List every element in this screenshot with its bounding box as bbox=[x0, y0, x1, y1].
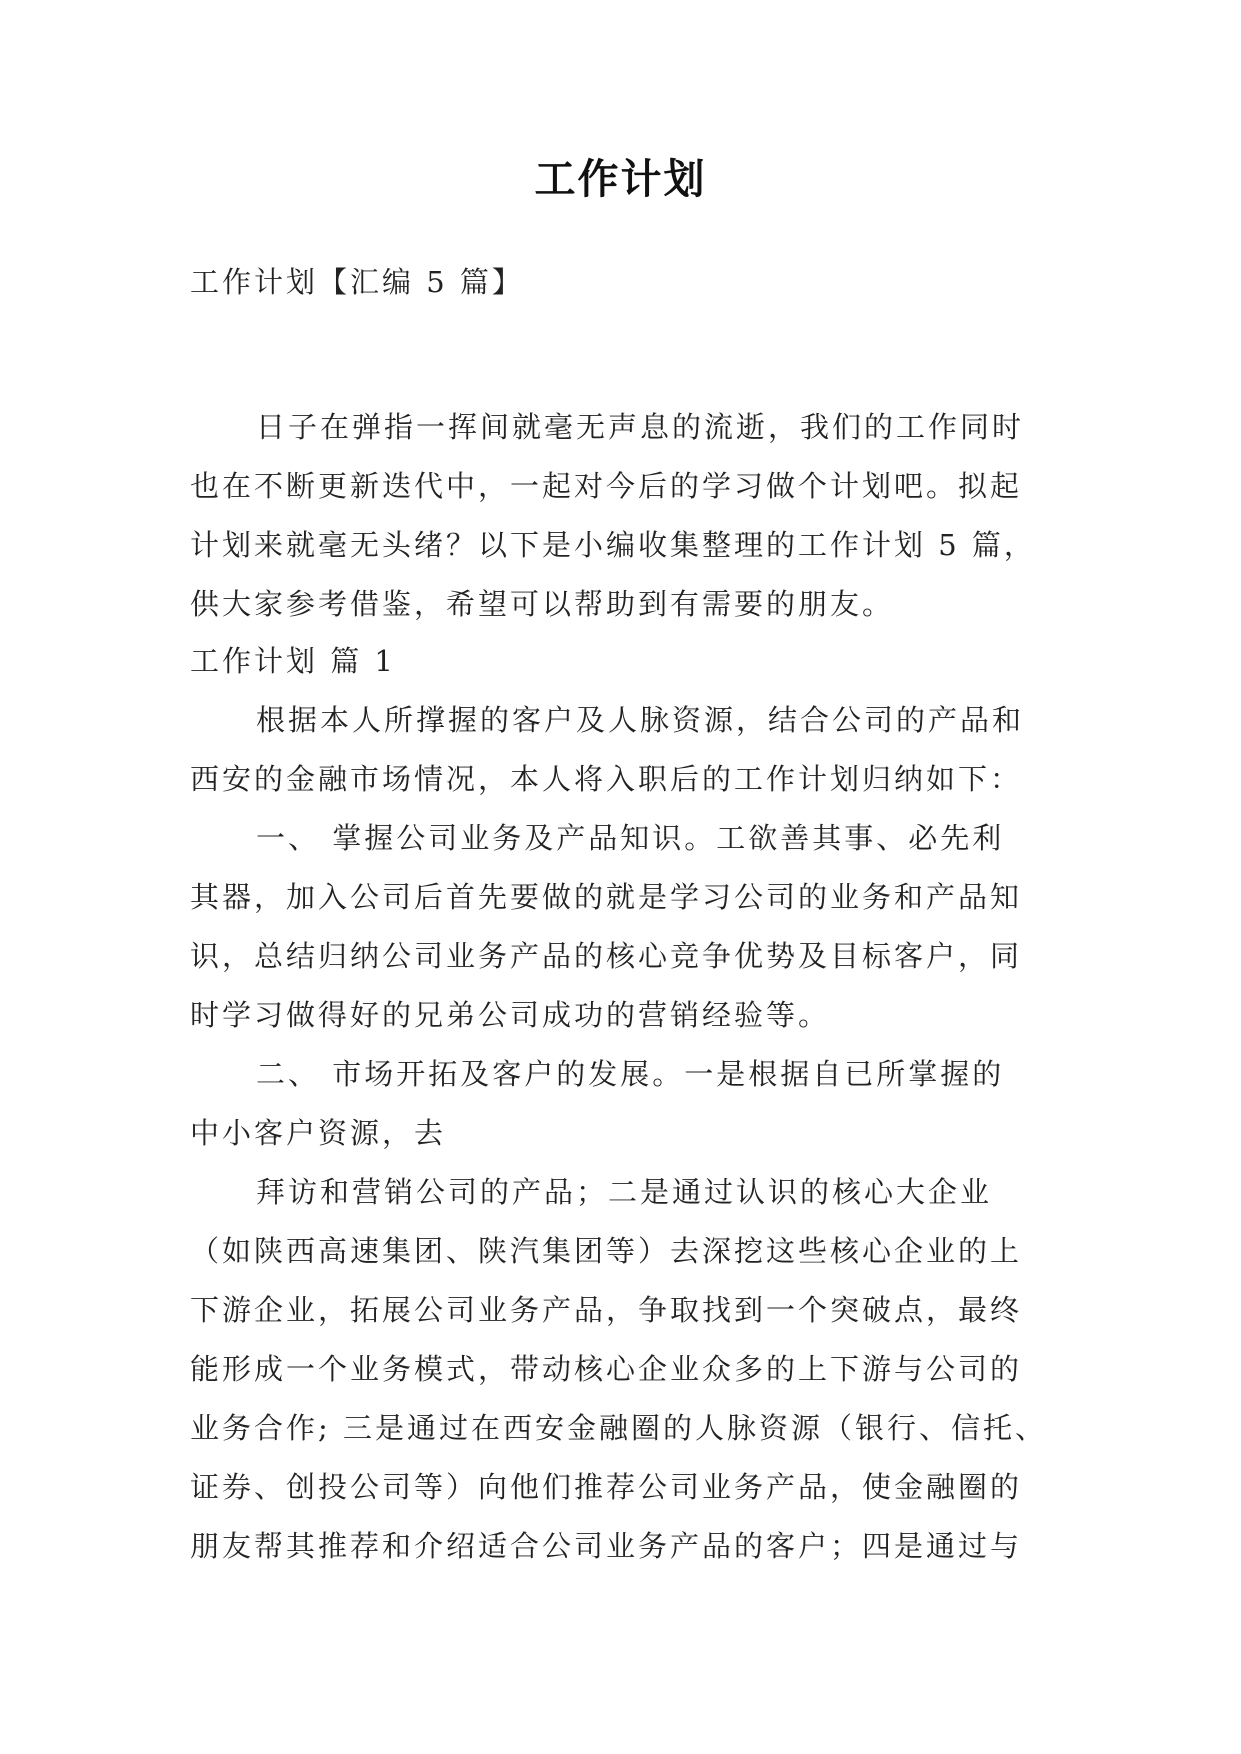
paragraph-line: 西安的金融市场情况，本人将入职后的工作计划归纳如下： bbox=[190, 762, 1023, 796]
document-title: 工作计划 bbox=[534, 155, 707, 203]
paragraph-line: 朋友帮其推荐和介绍适合公司业务产品的客户；四是通过与 bbox=[190, 1529, 1023, 1563]
paragraph-line: 识，总结归纳公司业务产品的核心竞争优势及目标客户，同 bbox=[190, 939, 1023, 973]
paragraph-line: 时学习做得好的兄弟公司成功的营销经验等。 bbox=[190, 998, 831, 1032]
section-heading: 工作计划 篇 1 bbox=[190, 644, 396, 678]
paragraph-line: （如陕西高速集团、陕汽集团等）去深挖这些核心企业的上 bbox=[190, 1234, 1023, 1268]
paragraph-line: 能形成一个业务模式，带动核心企业众多的上下游与公司的 bbox=[190, 1352, 1023, 1386]
paragraph-line: 证券、创投公司等）向他们推荐公司业务产品，使金融圈的 bbox=[190, 1470, 1023, 1504]
paragraph-line: 根据本人所撑握的客户及人脉资源，结合公司的产品和 bbox=[256, 703, 1025, 737]
paragraph-line: 下游企业，拓展公司业务产品，争取找到一个突破点，最终 bbox=[190, 1293, 1023, 1327]
paragraph-line: 计划来就毫无头绪？以下是小编收集整理的工作计划 5 篇， bbox=[190, 528, 1036, 562]
paragraph-line: 也在不断更新迭代中，一起对今后的学习做个计划吧。拟起 bbox=[190, 469, 1023, 503]
paragraph-line: 一、 掌握公司业务及产品知识。工欲善其事、必先利 bbox=[256, 821, 1005, 855]
paragraph-line: 二、 市场开拓及客户的发展。一是根据自已所掌握的 bbox=[256, 1057, 1005, 1091]
paragraph-line: 业务合作; 三是通过在西安金融圈的人脉资源（银行、信托、 bbox=[190, 1411, 1047, 1445]
paragraph-line: 中小客户资源，去 bbox=[190, 1116, 447, 1150]
paragraph-line: 其器，加入公司后首先要做的就是学习公司的业务和产品知 bbox=[190, 880, 1023, 914]
paragraph-line: 供大家参考借鉴，希望可以帮助到有需要的朋友。 bbox=[190, 587, 895, 621]
paragraph-line: 日子在弹指一挥间就毫无声息的流逝，我们的工作同时 bbox=[256, 410, 1025, 444]
document-subtitle: 工作计划【汇编 5 篇】 bbox=[190, 265, 524, 299]
paragraph-line: 拜访和营销公司的产品；二是通过认识的核心大企业 bbox=[256, 1175, 993, 1209]
